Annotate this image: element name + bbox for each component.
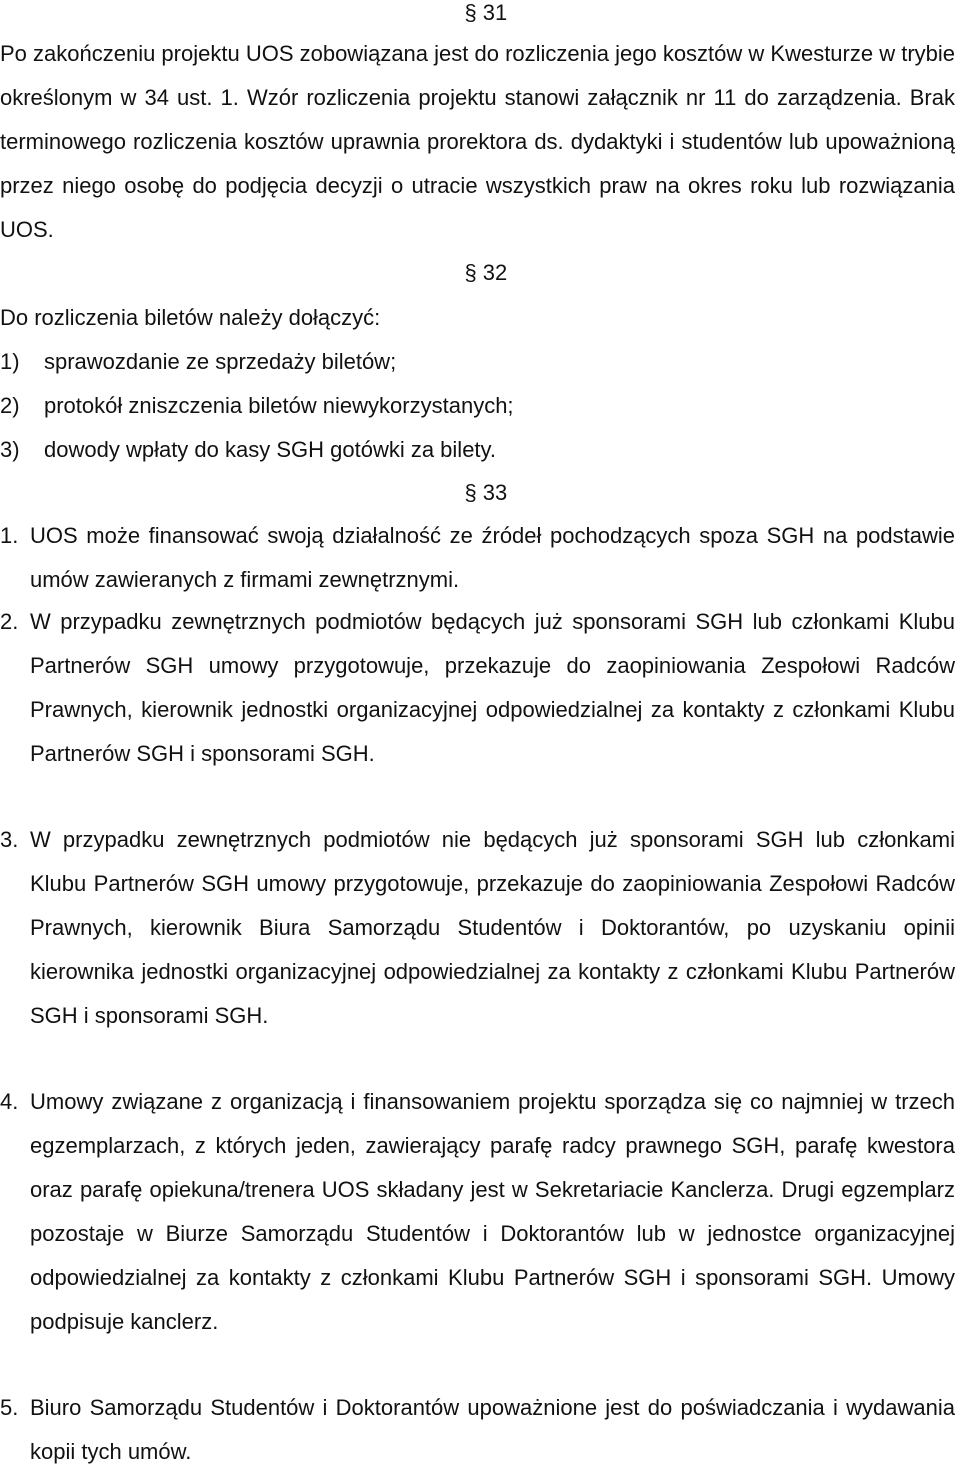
list-item <box>0 340 955 384</box>
item-text: W przypadku zewnętrznych podmiotów będących już sponsorami SGH lub członkami Klubu Partnerów SGH umowy przygotowuje, przekazuje do zaopiniowania Zespołowi Radców Prawnych, kierownik jednostki organizacyjnej odpowiedzialnej za kontakty z członkami Klubu Partnerów SGH i sponsorami SGH. <box>30 609 955 766</box>
item-text: UOS może finansować swoją działalność ze źródeł pochodzących spoza SGH na podstawie umów zawieranych z firmami zewnętrznymi. <box>30 523 955 592</box>
item-number: 3. <box>0 827 19 852</box>
section-symbol: § <box>464 0 477 25</box>
list-item-number: 3) <box>0 437 20 462</box>
section-32-intro: Do rozliczenia biletów należy dołączyć: <box>0 305 381 330</box>
numbered-item <box>0 1386 955 1474</box>
section-symbol: § <box>464 260 477 285</box>
numbered-item <box>0 818 955 1038</box>
section-number: 31 <box>482 0 508 25</box>
section-number: 33 <box>482 480 508 505</box>
section-number: 32 <box>482 260 508 285</box>
item-number: 4. <box>0 1089 19 1114</box>
item-number: 2. <box>0 609 19 634</box>
item-number: 1. <box>0 523 19 548</box>
list-item-number: 2) <box>0 393 20 418</box>
item-text: Umowy związane z organizacją i finansowaniem projektu sporządza się co najmniej w trzech egzemplarzach, z których jeden, zawierający parafę radcy prawnego SGH, parafę kwestora oraz parafę opiekuna/trenera UOS składany jest w Sekretariacie Kanclerza. Drugi egzemplarz pozostaje w Biurze Samorządu Studentów i Doktorantów lub w jednostce organizacyjnej odpowiedzialnej za kontakty z członkami Klubu Partnerów SGH i sponsorami SGH. Umowy podpisuje kanclerz. <box>30 1089 955 1334</box>
list-item-number: 1) <box>0 349 20 374</box>
list-item-text: sprawozdanie ze sprzedaży biletów; <box>44 349 397 374</box>
list-item <box>0 428 955 472</box>
numbered-item <box>0 600 955 776</box>
section-symbol: § <box>464 480 477 505</box>
section-heading-33 <box>0 478 960 508</box>
section-heading-32 <box>0 258 960 288</box>
item-text: W przypadku zewnętrznych podmiotów nie będących już sponsorami SGH lub członkami Klubu Partnerów SGH umowy przygotowuje, przekazuje do zaopiniowania Zespołowi Radców Prawnych, kierownik Biura Samorządu Studentów i Doktorantów, po uzyskaniu opinii kierownika jednostki organizacyjnej odpowiedzialnej za kontakty z członkami Klubu Partnerów SGH i sponsorami SGH. <box>30 827 955 1028</box>
item-text: Biuro Samorządu Studentów i Doktorantów upoważnione jest do poświadczania i wydawania kopii tych umów. <box>30 1395 955 1464</box>
list-item <box>0 384 955 428</box>
numbered-item <box>0 1080 955 1344</box>
list-item-text: protokół zniszczenia biletów niewykorzystanych; <box>44 393 514 418</box>
numbered-item <box>0 514 955 602</box>
section-heading-31 <box>0 0 960 28</box>
list-item-text: dowody wpłaty do kasy SGH gotówki za bilety. <box>44 437 497 462</box>
section-31-paragraph: Po zakończeniu projektu UOS zobowiązana jest do rozliczenia jego kosztów w Kwesturze w trybie określonym w 34 ust. 1. Wzór rozliczenia projektu stanowi załącznik nr 11 do zarządzenia. Brak terminowego rozliczenia kosztów uprawnia prorektora ds. dydaktyki i studentów lub upoważnioną przez niego osobę do podjęcia decyzji o utracie wszystkich praw na okres roku lub rozwiązania UOS. <box>0 41 956 242</box>
item-number: 5. <box>0 1395 19 1420</box>
